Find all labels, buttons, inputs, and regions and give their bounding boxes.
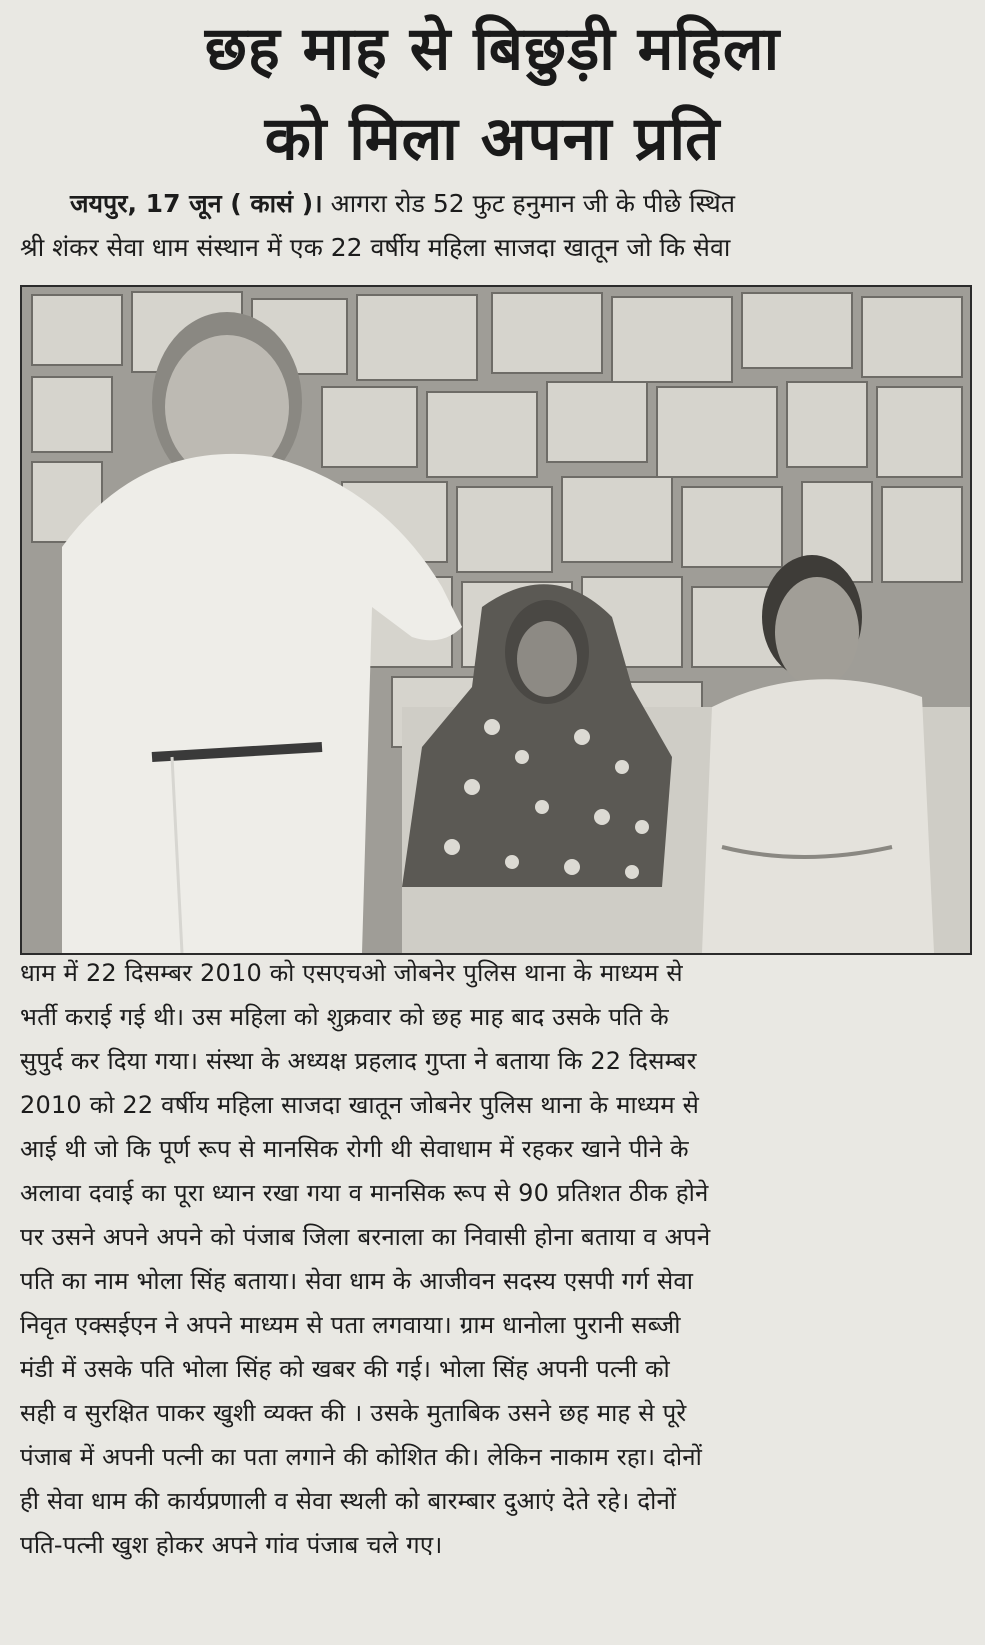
body-line: भर्ती कराई गई थी। उस महिला को शुक्रवार को छह माह बाद उसके पति के — [20, 1003, 669, 1031]
body-line: निवृत एक्सईएन ने अपने माध्यम से पता लगवाया। ग्राम धानोला पुरानी सब्जी — [20, 1311, 681, 1339]
lede-line-2: श्री शंकर सेवा धाम संस्थान में एक 22 वर्षीय महिला साजदा खातून जो कि सेवा — [20, 233, 731, 262]
dateline: जयपुर, 17 जून ( कासं )। — [70, 189, 323, 218]
body-line: ही सेवा धाम की कार्यप्रणाली व सेवा स्थली को बारम्बार दुआएं देते रहे। दोनों — [20, 1487, 677, 1515]
body-line: पति-पत्नी खुश होकर अपने गांव पंजाब चले गए। — [20, 1531, 443, 1559]
body-line: पति का नाम भोला सिंह बताया। सेवा धाम के आजीवन सदस्य एसपी गर्ग सेवा — [20, 1267, 694, 1295]
body-line: सुपुर्द कर दिया गया। संस्था के अध्यक्ष प्रहलाद गुप्ता ने बताया कि 22 दिसम्बर — [20, 1047, 697, 1075]
body-line: पर उसने अपने अपने को पंजाब जिला बरनाला का निवासी होना बताया व अपने — [20, 1223, 711, 1251]
lede-line-1 — [70, 184, 1000, 224]
body-line: आई थी जो कि पूर्ण रूप से मानसिक रोगी थी सेवाधाम में रहकर खाने पीने के — [20, 1135, 689, 1163]
body-line: सही व सुरक्षित पाकर खुशी व्यक्त की । उसके मुताबिक उसने छह माह से पूरे — [20, 1399, 687, 1427]
body-line: मंडी में उसके पति भोला सिंह को खबर की गई। भोला सिंह अपनी पत्नी को — [20, 1355, 670, 1383]
page-margin — [985, 0, 1000, 1645]
body-line: 2010 को 22 वर्षीय महिला साजदा खातून जोबनेर पुलिस थाना के माध्यम से — [20, 1091, 700, 1119]
headline-line-1: छह माह से बिछुड़ी महिला — [204, 14, 781, 84]
body-line: पंजाब में अपनी पत्नी का पता लगाने की कोशित की। लेकिन नाकाम रहा। दोनों — [20, 1443, 703, 1471]
body-line: अलावा दवाई का पूरा ध्यान रखा गया व मानसिक रूप से 90 प्रतिशत ठीक होने — [20, 1179, 709, 1207]
news-photo — [20, 285, 972, 955]
lede-text-1: आगरा रोड 52 फुट हनुमान जी के पीछे स्थित — [330, 189, 736, 218]
body-line: धाम में 22 दिसम्बर 2010 को एसएचओ जोबनेर पुलिस थाना के माध्यम से — [20, 959, 683, 987]
headline-line-2: को मिला अपना प्रति — [264, 104, 721, 174]
news-photo-illustration — [22, 287, 970, 953]
